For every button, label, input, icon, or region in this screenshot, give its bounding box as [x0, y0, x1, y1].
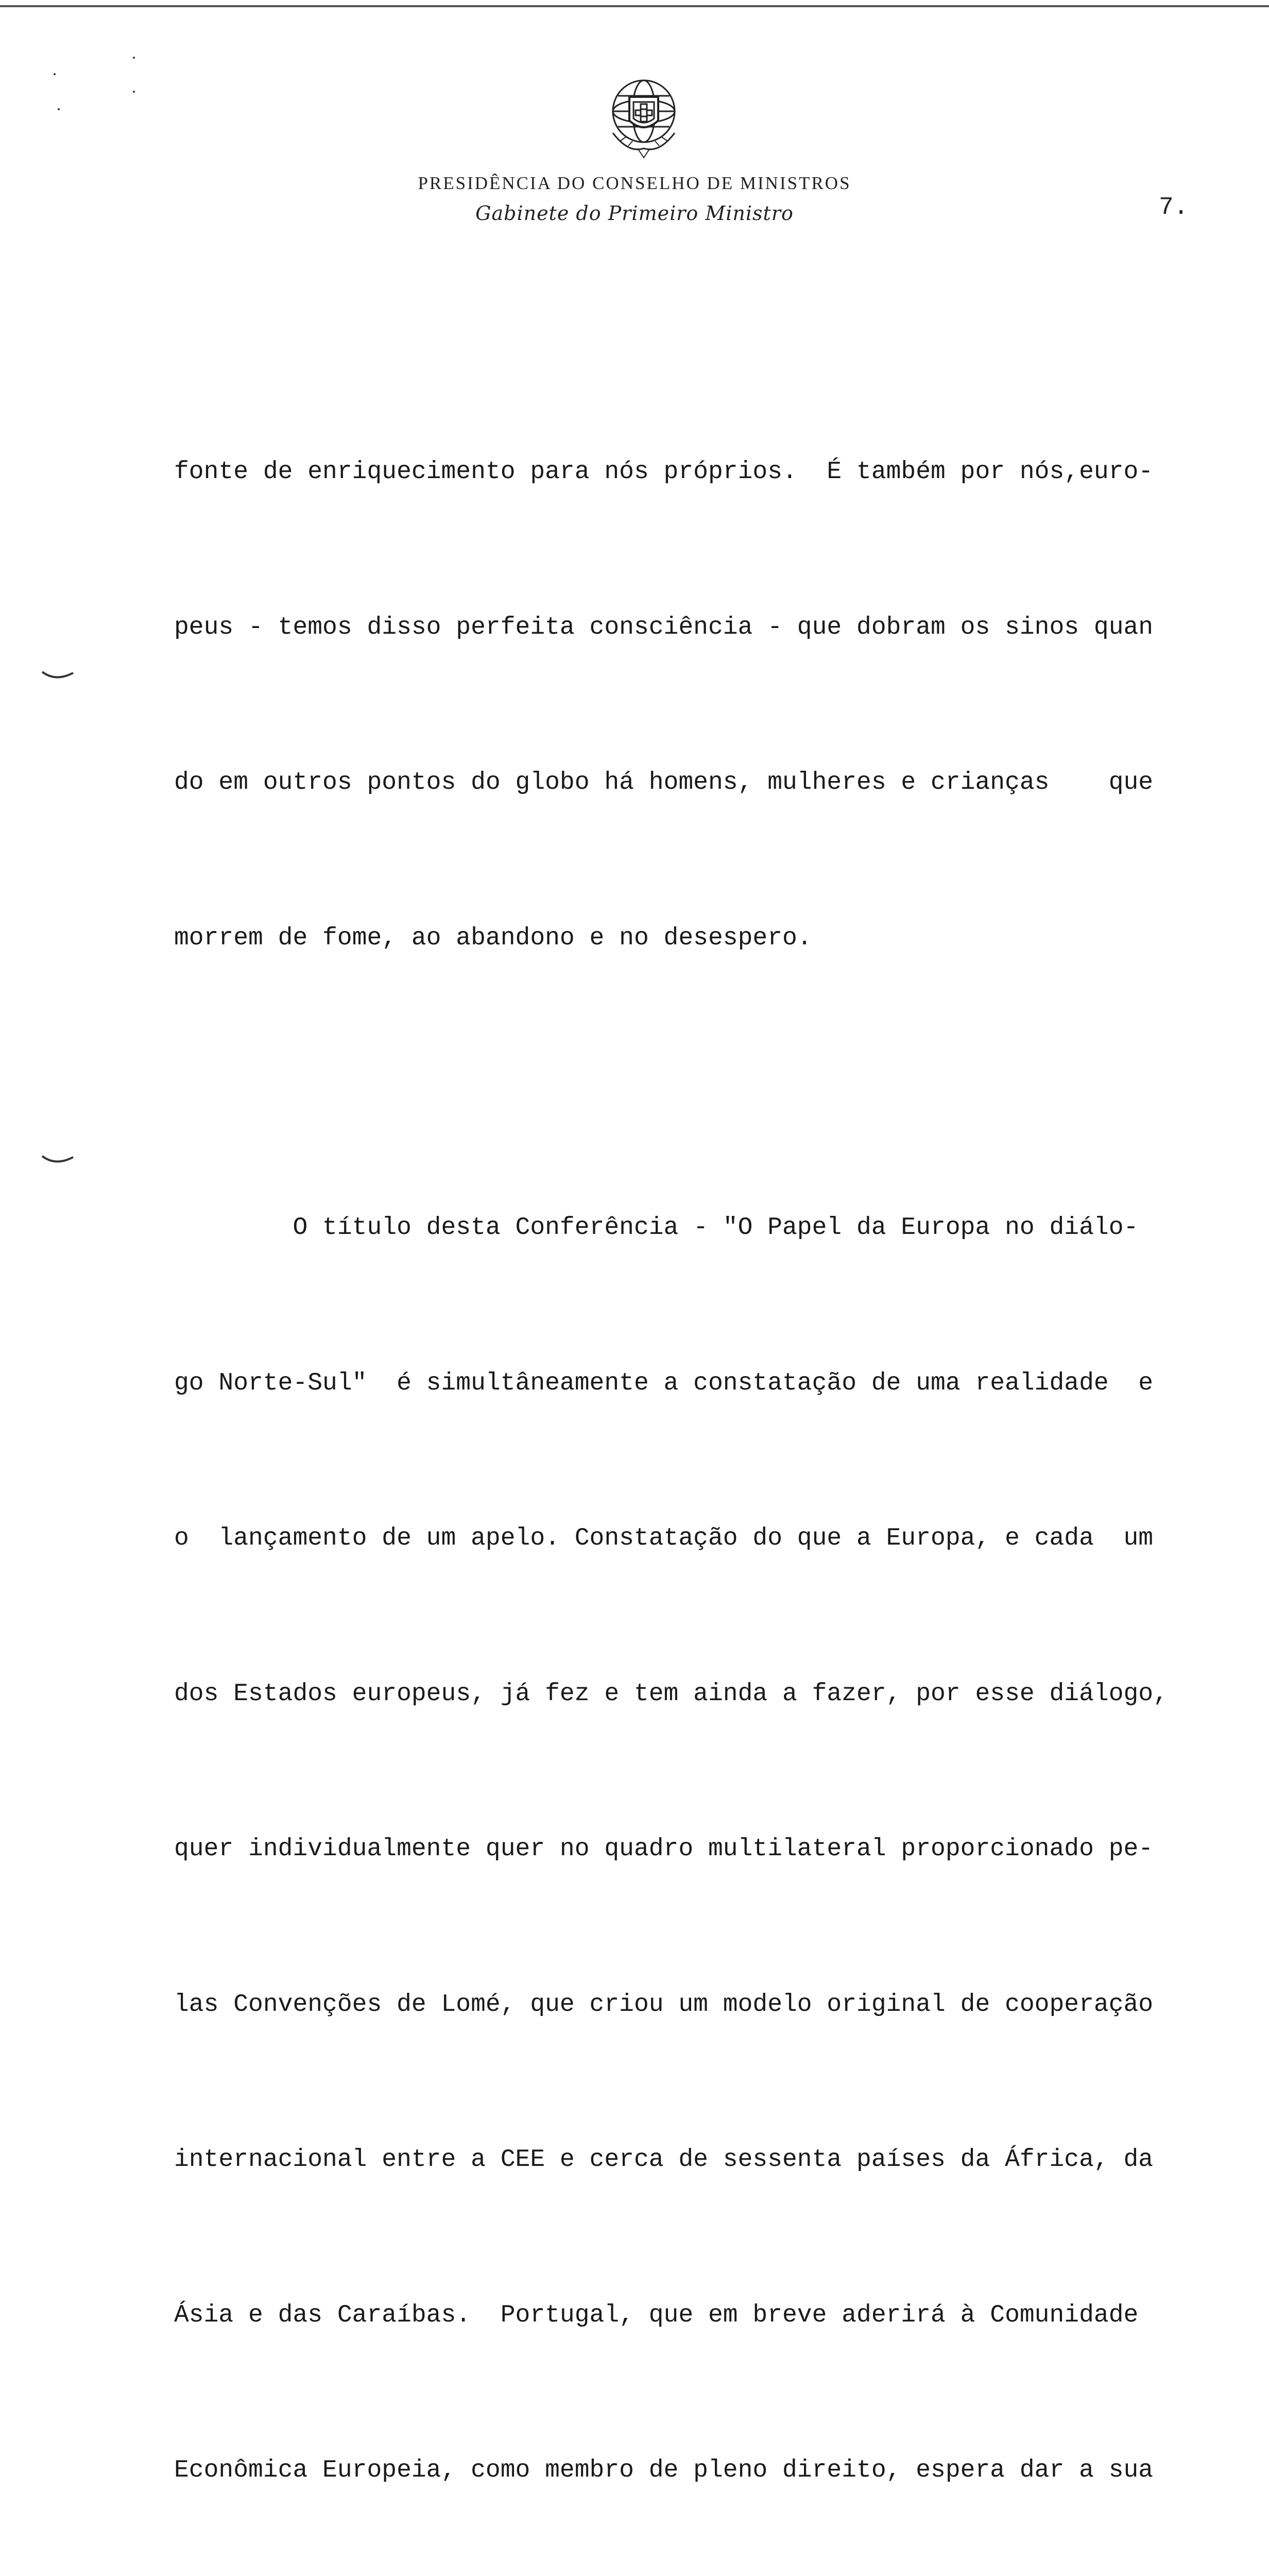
text-line: morrem de fome, ao abandono e no desespero. — [174, 924, 812, 952]
scan-speck — [54, 73, 56, 75]
scan-speck — [133, 91, 135, 93]
document-body — [174, 343, 1194, 2576]
text-line: O título desta Conferência - "O Papel da Europa no diálo- — [174, 1214, 1139, 1242]
page-number: 7. — [1159, 194, 1189, 222]
margin-hole-punch-mark — [40, 669, 76, 684]
margin-hole-punch-mark — [40, 1153, 76, 1168]
text-line: Econômica Europeia, como membro de pleno direito, espera dar a sua — [174, 2456, 1154, 2484]
text-line: peus - temos disso perfeita consciência - que dobram os sinos quan — [174, 613, 1154, 641]
text-line: Ásia e das Caraíbas. Portugal, que em breve aderirá à Comunidade — [174, 2301, 1139, 2329]
text-line: o lançamento de um apelo. Constatação do que a Europa, e cada um — [174, 1524, 1154, 1552]
text-line: las Convenções de Lomé, que criou um modelo original de cooperação — [174, 1990, 1154, 2019]
scan-speck — [58, 108, 60, 110]
text-line: fonte de enriquecimento para nós próprios. É também por nós,euro- — [174, 458, 1154, 486]
text-line: quer individualmente quer no quadro multilateral proporcionado pe- — [174, 1835, 1154, 1863]
paragraph — [174, 1098, 1194, 2576]
issuing-office: PRESIDÊNCIA DO CONSELHO DE MINISTROS — [418, 173, 851, 193]
text-line: dos Estados europeus, já fez e tem ainda a fazer, por esse diálogo, — [174, 1680, 1168, 1708]
cabinet-subtitle: Gabinete do Primeiro Ministro — [475, 202, 794, 225]
top-rule — [0, 5, 1269, 7]
paragraph — [174, 343, 1194, 1067]
text-line: do em outros pontos do globo há homens, mulheres e crianças que — [174, 769, 1154, 796]
text-line: internacional entre a CEE e cerca de sessenta países da África, da — [174, 2146, 1154, 2174]
text-line: go Norte-Sul" é simultâneamente a constatação de uma realidade e — [174, 1369, 1154, 1397]
scan-speck — [133, 57, 135, 59]
coat-of-arms-emblem — [597, 71, 690, 164]
